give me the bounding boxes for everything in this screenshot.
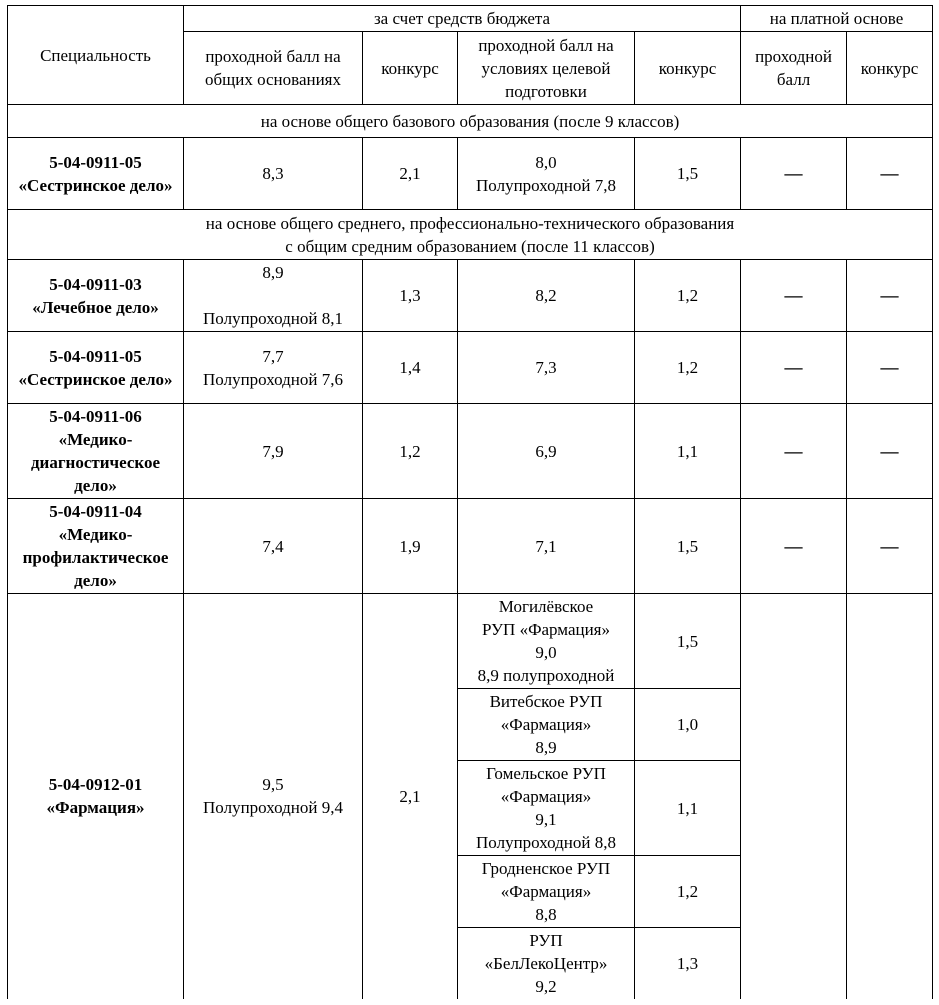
- paid-score-cell: —: [741, 138, 847, 210]
- target-competition-cell-mogilev: 1,5: [635, 594, 741, 689]
- target-score-cell-vitebsk: Витебское РУП «Фармация» 8,9: [458, 689, 635, 761]
- paid-competition-cell: —: [847, 499, 933, 594]
- general-score-cell-pharmacy: 9,5 Полупроходной 9,4: [184, 594, 363, 999]
- target-score-cell-belleko: РУП «БелЛекоЦентр» 9,2: [458, 928, 635, 999]
- competition-cell: 2,1: [363, 138, 458, 210]
- specialty-cell: 5-04-0911-03 «Лечебное дело»: [8, 260, 184, 332]
- section-row-basic: [8, 105, 933, 138]
- specialty-cell: 5-04-0911-05 «Сестринское дело»: [8, 332, 184, 404]
- competition-cell-pharmacy: 2,1: [363, 594, 458, 999]
- table-row: [8, 499, 933, 594]
- header-competition: конкурс: [363, 32, 458, 105]
- header-paid-competition: конкурс: [847, 32, 933, 105]
- paid-score-cell: —: [741, 404, 847, 499]
- table-row: [8, 332, 933, 404]
- header-specialty: Специальность: [8, 6, 184, 105]
- general-score-cell: 7,9: [184, 404, 363, 499]
- paid-score-cell-pharmacy: [741, 594, 847, 999]
- target-score-cell-gomel: Гомельское РУП «Фармация» 9,1 Полупроходной 8,8: [458, 761, 635, 856]
- paid-competition-cell: —: [847, 260, 933, 332]
- paid-competition-cell-pharmacy: [847, 594, 933, 999]
- admission-scores-table: [7, 5, 933, 999]
- target-score-cell: 8,2: [458, 260, 635, 332]
- paid-score-cell: —: [741, 260, 847, 332]
- paid-competition-cell: —: [847, 404, 933, 499]
- paid-competition-cell: —: [847, 138, 933, 210]
- paid-score-cell: —: [741, 332, 847, 404]
- target-competition-cell: 1,2: [635, 332, 741, 404]
- section-row-secondary: [8, 210, 933, 260]
- target-score-cell: 7,3: [458, 332, 635, 404]
- target-competition-cell: 1,5: [635, 499, 741, 594]
- general-score-cell: 7,4: [184, 499, 363, 594]
- target-competition-cell: 1,1: [635, 404, 741, 499]
- general-score-cell: 7,7 Полупроходной 7,6: [184, 332, 363, 404]
- target-competition-cell-grodno: 1,2: [635, 856, 741, 928]
- target-score-cell-grodno: Гродненское РУП «Фармация» 8,8: [458, 856, 635, 928]
- specialty-cell: 5-04-0911-04 «Медико-профилактическое дело»: [8, 499, 184, 594]
- target-score-cell-mogilev: Могилёвское РУП «Фармация» 9,0 8,9 полупроходной: [458, 594, 635, 689]
- header-row-1: [8, 6, 933, 32]
- target-competition-cell: 1,5: [635, 138, 741, 210]
- specialty-cell: 5-04-0911-06 «Медико-диагностическое дело»: [8, 404, 184, 499]
- competition-cell: 1,2: [363, 404, 458, 499]
- target-competition-cell-belleko: 1,3: [635, 928, 741, 999]
- header-target-score: проходной балл на условиях целевой подготовки: [458, 32, 635, 105]
- target-score-cell: 6,9: [458, 404, 635, 499]
- section-secondary-education: на основе общего среднего, профессионально-технического образования с общим средним образованием (после 11 классов): [8, 210, 933, 260]
- target-competition-cell: 1,2: [635, 260, 741, 332]
- paid-score-cell: —: [741, 499, 847, 594]
- header-target-competition: конкурс: [635, 32, 741, 105]
- target-competition-cell-vitebsk: 1,0: [635, 689, 741, 761]
- table-row: [8, 138, 933, 210]
- specialty-cell: 5-04-0911-05 «Сестринское дело»: [8, 138, 184, 210]
- header-general-score: проходной балл на общих основаниях: [184, 32, 363, 105]
- competition-cell: 1,3: [363, 260, 458, 332]
- competition-cell: 1,9: [363, 499, 458, 594]
- header-budget: за счет средств бюджета: [184, 6, 741, 32]
- target-score-cell: 7,1: [458, 499, 635, 594]
- paid-competition-cell: —: [847, 332, 933, 404]
- table-row: [8, 260, 933, 332]
- table-row: [8, 404, 933, 499]
- header-paid-score: проходной балл: [741, 32, 847, 105]
- section-basic-education: на основе общего базового образования (после 9 классов): [8, 105, 933, 138]
- target-competition-cell-gomel: 1,1: [635, 761, 741, 856]
- general-score-cell: 8,3: [184, 138, 363, 210]
- header-paid: на платной основе: [741, 6, 933, 32]
- specialty-cell-pharmacy: 5-04-0912-01 «Фармация»: [8, 594, 184, 999]
- table-row-pharmacy: [8, 594, 933, 689]
- competition-cell: 1,4: [363, 332, 458, 404]
- general-score-cell: 8,9 Полупроходной 8,1: [184, 260, 363, 332]
- target-score-cell: 8,0 Полупроходной 7,8: [458, 138, 635, 210]
